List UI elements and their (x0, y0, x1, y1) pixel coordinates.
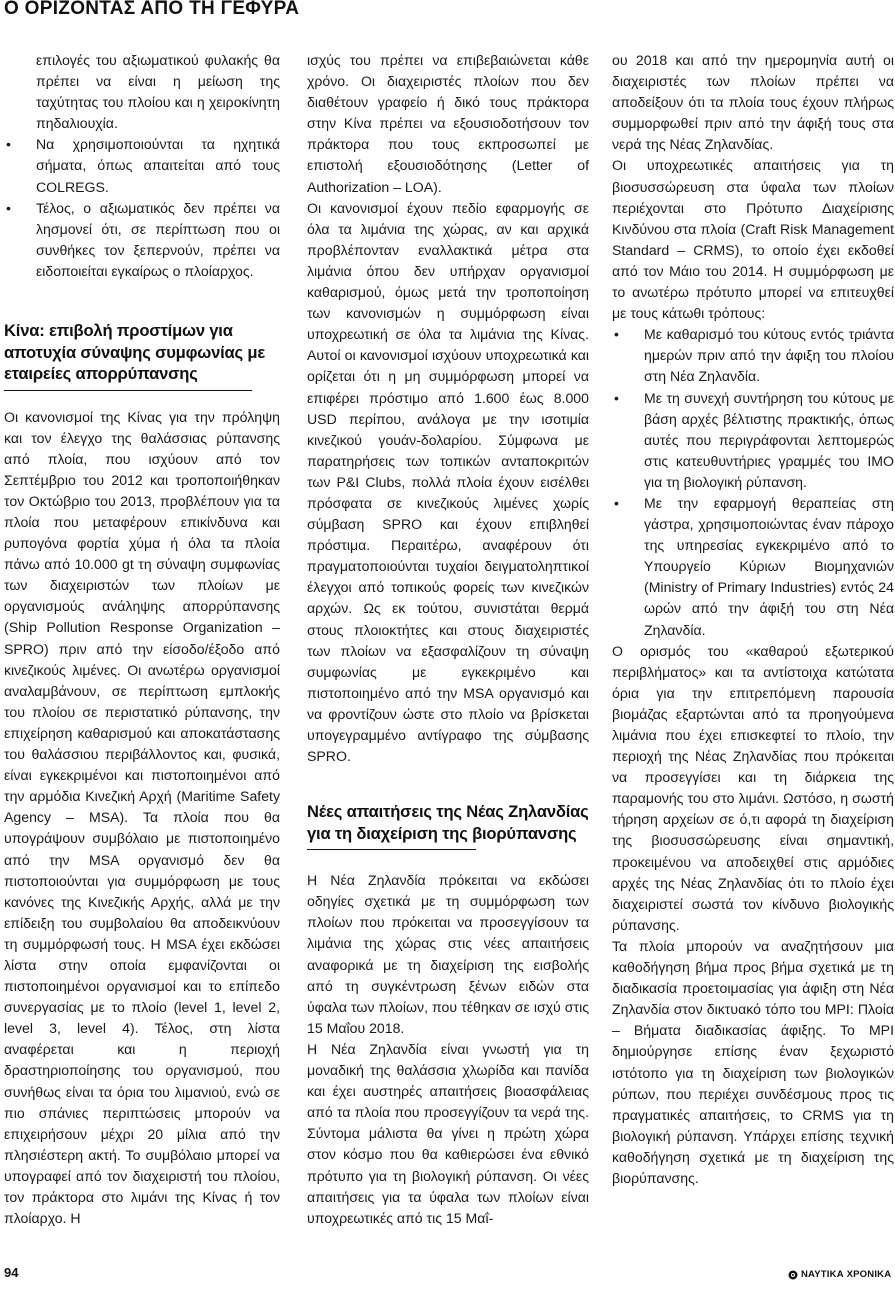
ship-wheel-icon (788, 1270, 798, 1280)
paragraph: επιλογές του αξιωματικού φυλακής θα πρέπει να είναι η μείωση της ταχύτητας του πλοίου και η χειροκίνητη πηδαλιουχία. (36, 52, 280, 132)
page-number: 94 (4, 1265, 19, 1280)
column-3 (612, 50, 894, 1189)
bullet-item: • Με καθαρισμό του κύτους εντός τριάντα ημερών πριν από την άφιξη του πλοίου στη Νέα Ζηλανδία. (612, 324, 894, 387)
running-title: Ο ΟΡΙΖΟΝΤΑΣ ΑΠΟ ΤΗ ΓΕΦΥΡΑ (4, 0, 300, 19)
bullet-list (4, 134, 280, 282)
brand-name: ΝΑΥΤΙΚΑ ΧΡΟΝΙΚΑ (801, 1269, 892, 1280)
paragraph: Οι κανονισμοί της Κίνας για την πρόληψη και τον έλεγχο της θαλάσσιας ρύπανσης από πλοία, που ισχύουν από τον Σεπτέμβριο του 2012 και τροποποιήθηκαν τον Οκτώβριο του 2013, προβλέπουν για τα πλοία που μεταφέρουν επικίνδυνα και ρυπογόνα φορτία χύμα ή όλα τα πλοία πάνω από 10.000 gt τη σύναψη συμφωνίας των διαχειριστών των πλοίων με οργανισμούς ανάληψης απορρύπανσης (Ship Pollution Response Organization – SPRO) πριν από την είσοδο/έξοδο από κινεζικούς λιμένες. Οι ανωτέρω οργανισμοί αναλαμβάνουν, σε περίπτωση εμπλοκής του πλοίου σε περιστατικό ρύπανσης, την επιχείρηση καθαρισμού και αποκατάστασης του θαλάσσιου περιβάλλοντος και, φυσικά, είναι εγκεκριμένοι και πιστοποιημένοι από την αρμόδια Κινεζική Αρχή (Maritime Safety Agency – MSA). Τα πλοία που θα υπογράψουν συμβόλαιο με πιστοποιημένο από την MSA οργανισμό δεν θα πιστοποιούνται για συμμόρφωση με τους κανόνες της Κινεζικής Αρχής, αλλά με την επίδειξη του συμβολαίου θα αποδεικνύουν τη συμμόρφωσή τους. Η MSA έχει εκδώσει λίστα στην οποία εμφανίζονται οι πιστοποιημένοι οργανισμοί και το επίπεδο συνεργασίας με το πλοίο (level 1, level 2, level 3, level 4). Τέλος, στη λίστα αναφέρεται και η περιοχή δραστηριοποίησης του οργανισμού, που συνήθως είναι τα όρια του λιμανιού, ενώ σε πιο σπάνιες περιπτώσεις μπορούν να επιχειρήσουν μέχρι 20 μίλια από την πλησιέστερη ακτή. Το συμβόλαιο μπορεί να υπογραφεί από τον διαχειριστή του πλοίου, τον πράκτορα στο λιμάνι της Κίνας ή τον πλοίαρχο. Η (4, 408, 280, 1227)
bullet-item: • Να χρησιμοποιούνται τα ηχητικά σήματα, όπως απαιτείται από τους COLREGS. (4, 134, 280, 197)
bullet-item: • Τέλος, ο αξιωματικός δεν πρέπει να λησμονεί ότι, σε περίπτωση που οι συνθήκες τον ξεπερνούν, πρέπει να ειδοποιείται εγκαίρως ο πλοίαρχος. (4, 198, 280, 282)
paragraph: Τα πλοία μπορούν να αναζητήσουν μια καθοδήγηση βήμα προς βήμα σχετικά με τη διαδικασία προετοιμασίας για άφιξη στη Νέα Ζηλανδία στον δικτυακό τόπο του MPI: Πλοία – Βήματα διαδικασίας άφιξης. Το MPI δημιούργησε επίσης έναν ξεχωριστό ιστότοπο για τη διαχείριση των βιολογικών ρύπων, που περιέχει συνδέσμους προς τις πραγματικές απαιτήσεις, το CRMS για τη βιολογική ρύπανση. Υπάρχει επίσης τεχνική καθοδήγηση σχετικά με τη διαχείριση της βιορύπανσης. (612, 937, 894, 1186)
paragraph: Ο ορισμός του «καθαρού εξωτερικού περιβλήματος» και τα αντίστοιχα κατώτατα όρια για την επιτρεπόμενη παρουσία βιομάζας εξαρτώνται από τα προηγούμενα λιμάνια που έχει επισκεφτεί το πλοίο, την περιοχή της Νέας Ζηλανδίας που πρόκειται να προσεγγίσει και τη διάρκεια της παραμονής του στο λιμάνι. Ωστόσο, η σωστή τήρηση αρχείων σε ό,τι αφορά τη διαχείριση της βιοσυσσώρευσης είναι σημαντική, προκειμένου να αποδειχθεί στις αρμόδιες αρχές της Νέας Ζηλανδίας ότι το πλοίο έχει διαχειριστεί σωστά τον κίνδυνο βιολογικής ρύπανσης. (612, 642, 894, 933)
section-heading-china: Κίνα: επιβολή προστίμων για αποτυχία σύναψης συμφωνίας με εταιρείες απορρύπανσης (4, 320, 280, 391)
paragraph: ισχύς του πρέπει να επιβεβαιώνεται κάθε χρόνο. Οι διαχειριστές πλοίων που δεν διαθέτουν γραφείο ή δικό τους πράκτορα στην Κίνα πρέπει να εξουσιοδοτήσουν τον πράκτορα που τους εκπροσωπεί με επιστολή εξουσιοδότησης (Letter of Authorization – LOA). (307, 52, 589, 195)
paragraph: Οι κανονισμοί έχουν πεδίο εφαρμογής σε όλα τα λιμάνια της χώρας, αν και αρχικά προβλέπονταν εναλλακτικά μέτρα στα λιμάνια όπου δεν υπήρχαν οργανισμοί καθαρισμού, όμως μετά την τροποποίηση των κανονισμών η συμμόρφωση είναι υποχρεωτική σε όλα τα λιμάνια της Κίνας. Αυτοί οι κανονισμοί ισχύουν υποχρεωτικά και ορίζεται ότι η μη συμμόρφωση μπορεί να επιφέρει πρόστιμο από 1.600 έως 8.000 USD περίπου, ανάλογα με την ισοτιμία κινεζικού γουάν-δολαρίου. Σύμφωνα με παρατηρήσεις των τοπικών ανταποκριτών των P&I Clubs, πολλά πλοία έχουν εισέλθει πρόσφατα σε κινεζικούς λιμένες χωρίς σύμβαση SPRO και έχουν επιβληθεί πρόστιμα. Περαιτέρω, αναφέρουν ότι πραγματοποιούνται τυχαίοι δειγματοληπτικοί έλεγχοι από τοπικούς φορείς των κινεζικών αρχών. Ως εκ τούτου, συνιστάται θερμά στους πλοιοκτήτες και στους διαχειριστές των πλοίων να εξασφαλίζουν τη σύναψη συμφωνίας με εγκεκριμένο και πιστοποιημένο από την MSA οργανισμό και να φροντίζουν ώστε στο πλοίο να βρίσκεται υπογεγραμμένο αντίγραφο της σύμβασης SPRO. (307, 199, 589, 765)
paragraph: Οι υποχρεωτικές απαιτήσεις για τη βιοσυσσώρευση στα ύφαλα των πλοίων περιέχονται στο Πρότυπο Διαχείρισης Κινδύνου στα πλοία (Craft Risk Management Standard – CRMS), το οποίο έχει εκδοθεί από τον Μάιο του 2014. Η συμμόρφωση με το ανωτέρω πρότυπο μπορεί να επιτευχθεί με τους κάτωθι τρόπους: (612, 157, 894, 322)
column-1 (4, 50, 280, 1229)
column-2 (307, 50, 589, 1229)
heading-rule (4, 385, 252, 391)
paragraph: ου 2018 και από την ημερομηνία αυτή οι διαχειριστές των πλοίων πρέπει να αποδείξουν ότι τα πλοία τους έχουν πλήρως συμμορφωθεί πριν από την άφιξή τους στα νερά της Νέας Ζηλανδίας. (612, 52, 894, 153)
bullet-item: • Με την εφαρμογή θεραπείας στη γάστρα, χρησιμοποιώντας έναν πάροχο της υπηρεσίας εγκεκριμένο από το Υπουργείο Κύριων Βιομηχανιών (Ministry of Primary Industries) εντός 24 ωρών από την άφιξή του στη Νέα Ζηλανδία. (612, 493, 894, 641)
heading-rule (307, 844, 476, 850)
paragraph: Η Νέα Ζηλανδία είναι γνωστή για τη μοναδική της θαλάσσια χλωρίδα και πανίδα και έχει αυστηρές απαιτήσεις βιοασφάλειας από τα πλοία που προσεγγίζουν τα νερά της. Σύντομα μάλιστα θα γίνει η πρώτη χώρα στον κόσμο που θα καθιερώσει ένα εθνικό πρότυπο για τη βιολογική ρύπανση. Οι νέες απαιτήσεις για τα ύφαλα των πλοίων είναι υποχρεωτικές από τις 15 Μαΐ- (307, 1040, 589, 1226)
bullet-list (612, 324, 894, 640)
bullet-item: • Με τη συνεχή συντήρηση του κύτους με βάση αρχές βέλτιστης πρακτικής, όπως αυτές που περιγράφονται λεπτομερώς στις κατευθυντήριες γραμμές του IMO για τη βιολογική ρύπανση. (612, 388, 894, 493)
section-heading-new-zealand: Νέες απαιτήσεις της Νέας Ζηλανδίας για τη διαχείριση της βιορύπανσης (307, 801, 589, 850)
paragraph: Η Νέα Ζηλανδία πρόκειται να εκδώσει οδηγίες σχετικά με τη συμμόρφωση των πλοίων που πρόκειται να προσεγγίσουν τα λιμάνια της χώρας στις νέες απαιτήσεις αναφορικά με τη διαχείριση της εισβολής από τη συγκέντρωση ξένων ειδών στα ύφαλα των πλοίων, που τέθηκαν σε ισχύ στις 15 Μαΐου 2018. (307, 872, 589, 1036)
footer-brand (788, 1269, 891, 1280)
